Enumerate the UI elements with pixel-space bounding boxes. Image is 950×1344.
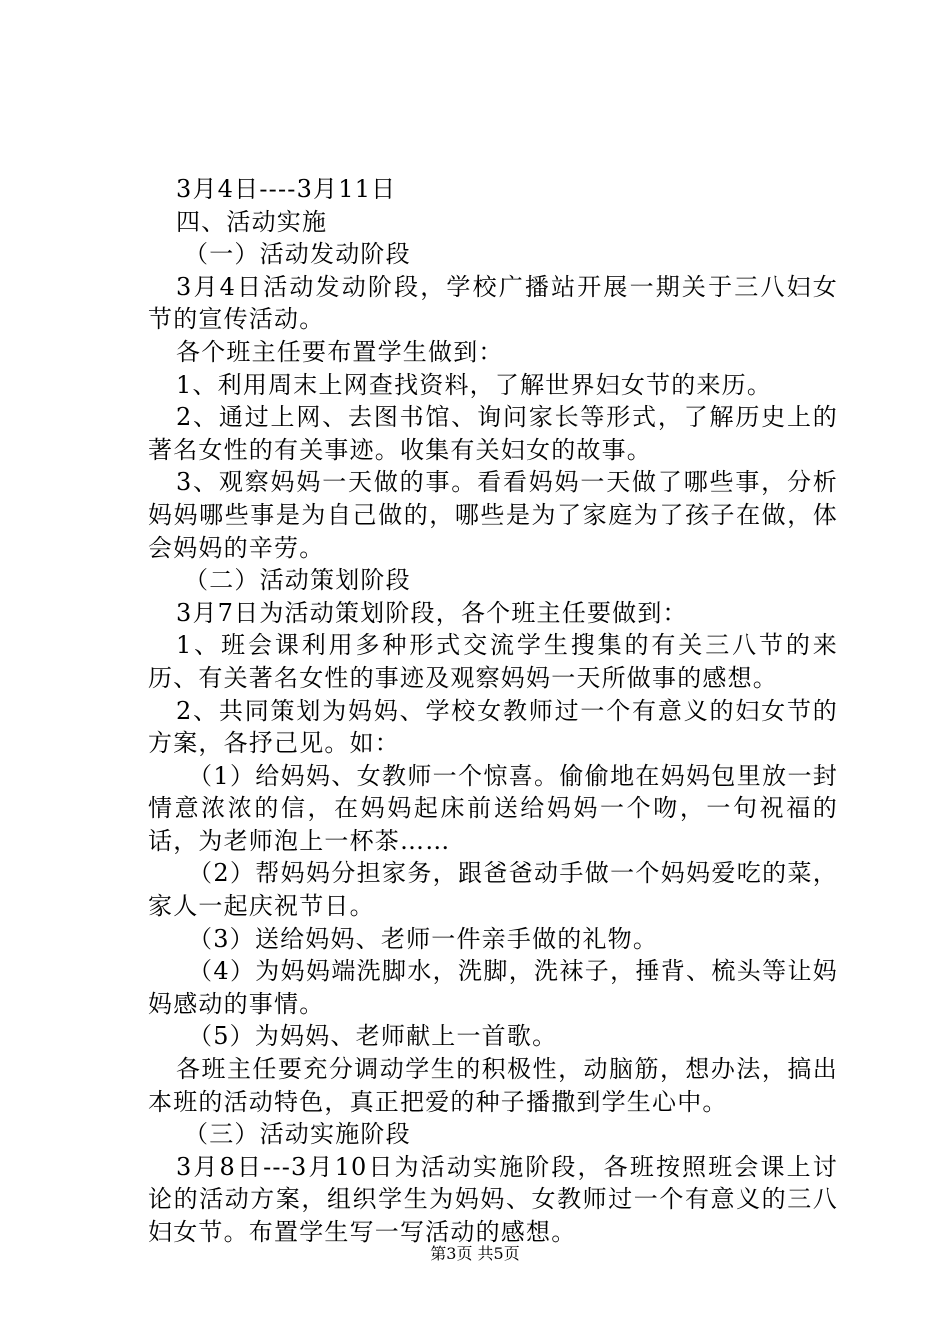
- paragraph-planning-intro: 3月7日为活动策划阶段，各个班主任要做到：: [176, 598, 688, 627]
- document-body: [148, 173, 838, 1249]
- paragraph-teacher-tasks: 各个班主任要布置学生做到：: [176, 337, 504, 366]
- list-item-plan-festival: 2、共同策划为妈妈、学校女教师过一个有意义的妇女节的方案，各抒己见。如：: [148, 696, 838, 758]
- list-item-wash-feet: （4）为妈妈端洗脚水，洗脚，洗袜子，捶背、梳头等让妈妈感动的事情。: [148, 957, 838, 1018]
- list-item-handmade-gift: （3）送给妈妈、老师一件亲手做的礼物。: [188, 924, 659, 953]
- section-heading-implementation: 四、活动实施: [176, 207, 328, 236]
- subheading-launch-stage: （一）活动发动阶段: [184, 240, 411, 269]
- list-item-famous-women: 2、通过上网、去图书馆、询问家长等形式，了解历史上的著名女性的有关事迹。收集有关妇女的故事。: [148, 403, 838, 464]
- list-item-research-history: 1、利用周末上网查找资料，了解世界妇女节的来历。: [176, 370, 773, 399]
- list-item-sing-song: （5）为妈妈、老师献上一首歌。: [188, 1022, 558, 1051]
- paragraph-date-range: 3月4日----3月11日: [176, 175, 397, 203]
- subheading-implementation-stage: （三）活动实施阶段: [184, 1120, 411, 1149]
- paragraph-teacher-motivation: 各班主任要充分调动学生的积极性，动脑筋，想办法，搞出本班的活动特色，真正把爱的种子播撒到学生心中。: [148, 1055, 838, 1116]
- paragraph-launch-broadcast: 3月4日活动发动阶段，学校广播站开展一期关于三八妇女节的宣传活动。: [148, 272, 838, 334]
- subheading-planning-stage: （二）活动策划阶段: [184, 566, 411, 595]
- page-number-footer: 第3页 共5页: [430, 1244, 520, 1263]
- list-item-class-exchange: 1、班会课利用多种形式交流学生搜集的有关三八节的来历、有关著名女性的事迹及观察妈妈一天所做事的感想。: [148, 631, 838, 692]
- list-item-housework: （2）帮妈妈分担家务，跟爸爸动手做一个妈妈爱吃的菜，家人一起庆祝节日。: [148, 859, 838, 921]
- list-item-surprise: （1）给妈妈、女教师一个惊喜。偷偷地在妈妈包里放一封情意浓浓的信，在妈妈起床前送给妈妈一个吻，一句祝福的话，为老师泡上一杯茶……: [148, 761, 838, 855]
- list-item-observe-mother: 3、观察妈妈一天做的事。看看妈妈一天做了哪些事，分析妈妈哪些事是为自己做的，哪些是为了家庭为了孩子在做，体会妈妈的辛劳。: [148, 468, 838, 562]
- paragraph-implementation-details: 3月8日---3月10日为活动实施阶段，各班按照班会课上讨论的活动方案，组织学生为妈妈、女教师过一个有意义的三八妇女节。布置学生写一写活动的感想。: [148, 1152, 838, 1246]
